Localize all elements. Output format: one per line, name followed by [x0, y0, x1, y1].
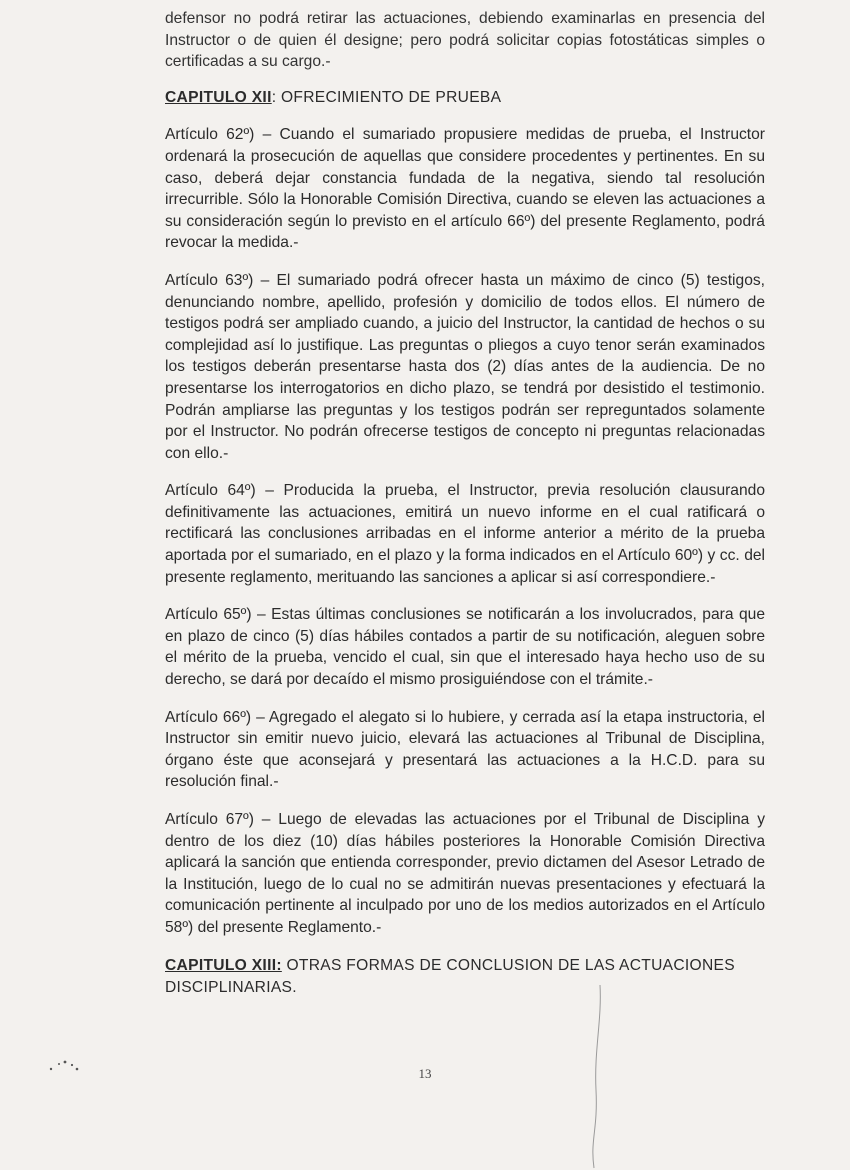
page-number: 13	[418, 1066, 432, 1081]
chapter-xiii-number: CAPITULO XIII:	[165, 956, 282, 974]
chapter-xii-title: OFRECIMIENTO DE PRUEBA	[276, 88, 502, 106]
document-body	[165, 8, 765, 1015]
article-64: Artículo 64º) – Producida la prueba, el Instructor, previa resolución clausurando definitivamente las actuaciones, emitirá un nuevo informe en el cual ratificará o rectificará las conclusiones arribadas en el informe anterior a mérito de la prueba aportada por el sumariado, en el plazo y la forma indicados en el Artículo 60º) y cc. del presente reglamento, merituando las sanciones a aplicar si así correspondiere.-	[165, 482, 765, 586]
chapter-xii-separator: :	[271, 88, 277, 106]
chapter-xii-number: CAPITULO XII	[165, 88, 272, 106]
article-62: Artículo 62º) – Cuando el sumariado propusiere medidas de prueba, el Instructor ordenará la prosecución de aquellas que considere procedentes y pertinentes. En su caso, deberá dejar constancia fundada de la negativa, siendo tal resolución irrecurrible. Sólo la Honorable Comisión Directiva, cuando se eleven las actuaciones a su consideración según lo previsto en el artículo 66º) del presente Reglamento, podrá revocar la medida.-	[165, 126, 765, 252]
chapter-xii-heading	[165, 87, 765, 109]
chapter-xiii-heading	[165, 955, 765, 999]
chapter-xiii-title: OTRAS FORMAS DE CONCLUSION DE LAS ACTUACIONES DISCIPLINARIAS.	[165, 956, 735, 996]
intro-paragraph: defensor no podrá retirar las actuaciones, debiendo examinarlas en presencia del Instructor o de quien él designe; pero podrá solicitar copias fotostáticas simples o certificadas a su cargo.-	[165, 10, 765, 71]
article-67: Artículo 67º) – Luego de elevadas las actuaciones por el Tribunal de Disciplina y dentro de los diez (10) días hábiles posteriores la Honorable Comisión Directiva aplicará la sanción que entienda corresponder, previo dictamen del Asesor Letrado de la Institución, luego de lo cual no se admitirán nuevas presentaciones y efectuará la comunicación pertinente al inculpado por uno de los medios autorizados en el Artículo 58º) del presente Reglamento.-	[165, 811, 765, 936]
article-63: Artículo 63º) – El sumariado podrá ofrecer hasta un máximo de cinco (5) testigos, denunciando nombre, apellido, profesión y domicilio de todos ellos. El número de testigos podrá ser ampliado cuando, a juicio del Instructor, la cantidad de hechos o su complejidad así lo justifique. Las preguntas o pliegos a cuyo tenor serán examinados los testigos deberán presentarse hasta dos (2) días antes de la audiencia. De no presentarse los interrogatorios en dicho plazo, se tendrá por desistido el testimonio. Podrán ampliarse las preguntas y los testigos podrán ser repreguntados solamente por el Instructor. No podrán ofrecerse testigos de concepto ni preguntas relacionadas con ello.-	[165, 271, 765, 462]
article-66: Artículo 66º) – Agregado el alegato si lo hubiere, y cerrada así la etapa instructoria, el Instructor sin emitir nuevo juicio, elevará las actuaciones al Tribunal de Disciplina, órgano éste que aconsejará y presentará las actuaciones a la H.C.D. para su resolución final.-	[165, 708, 765, 791]
article-65: Artículo 65º) – Estas últimas conclusiones se notificarán a los involucrados, para que en plazo de cinco (5) días hábiles contados a partir de su notificación, aleguen sobre el mérito de la prueba, vencido el cual, sin que el interesado haya hecho uso de su derecho, se dará por decaído el mismo prosiguiéndose con el trámite.-	[165, 606, 765, 689]
